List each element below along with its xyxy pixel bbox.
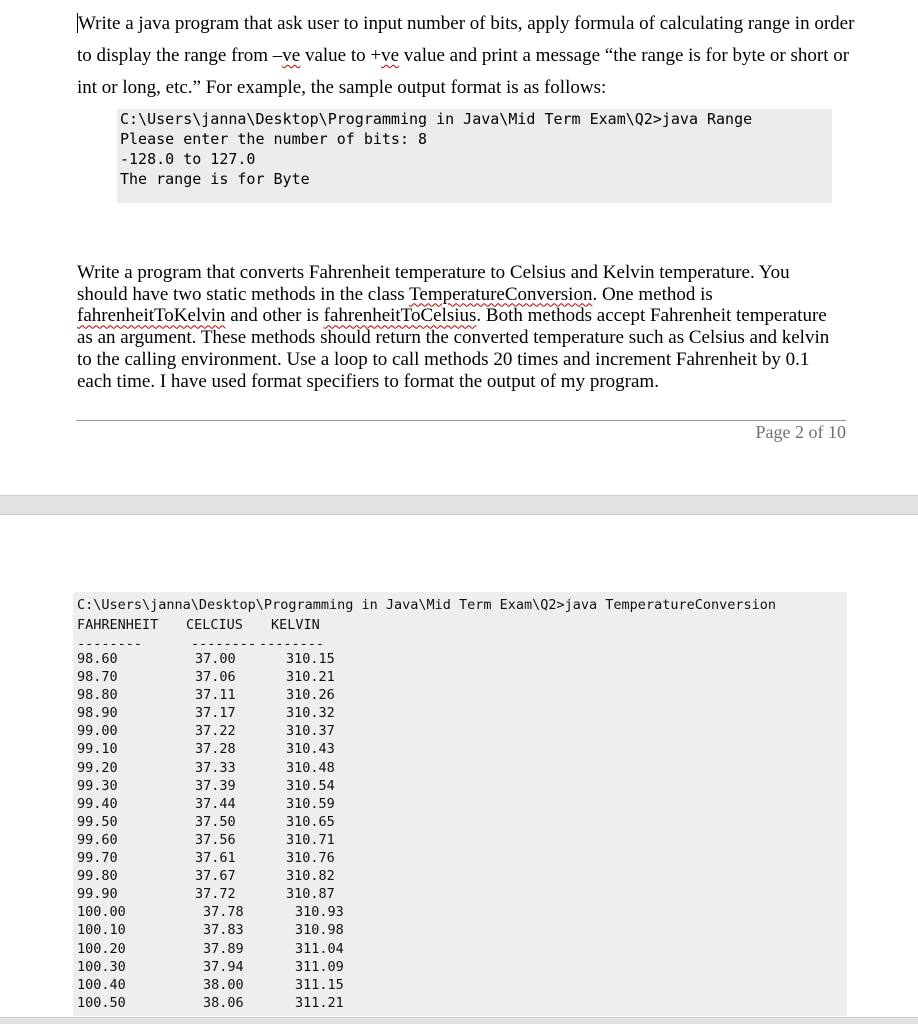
table-row (73, 941, 847, 959)
celsius-value: 37.67 (195, 868, 236, 885)
celsius-value: 37.22 (195, 723, 236, 740)
fahrenheit-value: 99.90 (77, 886, 118, 903)
fahrenheit-value: 99.80 (77, 868, 118, 885)
kelvin-value: 310.82 (286, 868, 335, 885)
kelvin-value: 310.54 (286, 777, 335, 794)
paragraph-text: Write a java program that ask user to input number of bits, apply formula of calculating range in order to display the range from – (77, 13, 855, 66)
paragraph-text: value to + (300, 45, 382, 66)
kelvin-value: 310.65 (286, 813, 335, 830)
table-row (73, 868, 847, 886)
celsius-value: 37.06 (195, 669, 236, 686)
table-row (73, 687, 847, 705)
column-underline: -------- (191, 636, 257, 652)
table-row (73, 705, 847, 723)
table-row (73, 886, 847, 904)
console-command-line: C:\Users\janna\Desktop\Programming in Java\Mid Term Exam\Q2>java TemperatureConversion (77, 597, 776, 613)
fahrenheit-value: 99.00 (77, 723, 118, 740)
fahrenheit-value: 98.60 (77, 651, 118, 667)
celsius-value: 38.00 (203, 976, 244, 993)
table-row (73, 995, 847, 1013)
fahrenheit-value: 99.60 (77, 831, 118, 848)
celsius-value: 38.06 (203, 994, 244, 1011)
paragraph-text: value and print a message “the range is for byte or short or int or long, etc.” For example, the sample output format is as follows: (77, 45, 850, 98)
fahrenheit-value: 98.90 (77, 705, 118, 722)
table-row (73, 814, 847, 832)
document-page-1 (0, 0, 918, 495)
sample-output-block (117, 109, 832, 203)
table-row (73, 778, 847, 796)
kelvin-value: 310.15 (286, 651, 335, 667)
fahrenheit-value: 100.10 (77, 922, 126, 939)
kelvin-value: 310.76 (286, 850, 335, 867)
kelvin-value: 311.04 (295, 940, 344, 957)
column-header-celcius: CELCIUS (186, 617, 243, 633)
celsius-value: 37.89 (203, 940, 244, 957)
spellcheck-word[interactable]: fahrenheitToCelsius (323, 305, 477, 327)
spellcheck-word[interactable]: TemperatureConversion (409, 283, 593, 305)
kelvin-value: 310.71 (286, 831, 335, 848)
kelvin-value: 310.93 (295, 904, 344, 921)
fahrenheit-value: 99.40 (77, 795, 118, 812)
celsius-value: 37.28 (195, 741, 236, 758)
fahrenheit-value: 100.20 (77, 940, 126, 957)
table-row (73, 669, 847, 687)
kelvin-value: 310.48 (286, 759, 335, 776)
spellcheck-word[interactable]: ve (381, 45, 400, 66)
celsius-value: 37.39 (195, 777, 236, 794)
celsius-value: 37.78 (203, 904, 244, 921)
paragraph-text: Write a program that converts Fahrenheit temperature to Celsius and Kelvin temperature. You should have two static methods in the class (77, 262, 790, 305)
celsius-value: 37.44 (195, 795, 236, 812)
table-row (73, 651, 847, 669)
kelvin-value: 310.59 (286, 795, 335, 812)
kelvin-value: 310.32 (286, 705, 335, 722)
sample-output-line: Please enter the number of bits: 8 (120, 130, 428, 148)
fahrenheit-value: 99.30 (77, 777, 118, 794)
column-underline: -------- (77, 636, 143, 652)
fahrenheit-value: 98.70 (77, 669, 118, 686)
fahrenheit-value: 100.40 (77, 976, 126, 993)
sample-output-line: -128.0 to 127.0 (120, 150, 256, 168)
fahrenheit-value: 100.00 (77, 904, 126, 921)
fahrenheit-value: 100.30 (77, 958, 126, 975)
column-header-fahrenheit: FAHRENHEIT (77, 617, 159, 633)
paragraph-text: . Both methods accept Fahrenheit temperature as an argument. These methods should return the converted temperature such as Celsius and kelvin to the calling environment. Use a loop to call methods 20 times and increment Fahrenheit by 0.1 each time. I have used format specifiers to format the output of my program. (77, 305, 830, 392)
celsius-value: 37.11 (195, 687, 236, 704)
spellcheck-word[interactable]: ve (282, 45, 301, 66)
page-break-gap (0, 1017, 918, 1024)
spellcheck-word[interactable]: fahrenheitToKelvin (77, 305, 226, 327)
table-row (73, 959, 847, 977)
kelvin-value: 310.87 (286, 886, 335, 903)
celsius-value: 37.33 (195, 759, 236, 776)
question-paragraph-temperature[interactable] (77, 262, 842, 392)
fahrenheit-value: 98.80 (77, 687, 118, 704)
fahrenheit-value: 99.20 (77, 759, 118, 776)
celsius-value: 37.50 (195, 813, 236, 830)
page-break-gap (0, 495, 918, 515)
column-header-kelvin: KELVIN (271, 617, 320, 633)
paragraph-text: and other is (225, 305, 324, 327)
table-row (73, 760, 847, 778)
kelvin-value: 311.15 (295, 976, 344, 993)
kelvin-value: 310.26 (286, 687, 335, 704)
table-row (73, 796, 847, 814)
celsius-value: 37.17 (195, 705, 236, 722)
fahrenheit-value: 99.50 (77, 813, 118, 830)
kelvin-value: 310.98 (295, 922, 344, 939)
sample-output-line: The range is for Byte (120, 170, 310, 188)
celsius-value: 37.72 (195, 886, 236, 903)
question-paragraph-range[interactable] (77, 8, 857, 104)
kelvin-value: 310.21 (286, 669, 335, 686)
table-row (73, 741, 847, 759)
console-output-screenshot (73, 592, 847, 1016)
fahrenheit-value: 99.70 (77, 850, 118, 867)
footer-divider (76, 420, 846, 421)
console-rows (73, 651, 847, 1013)
sample-output-line: C:\Users\janna\Desktop\Programming in Java\Mid Term Exam\Q2>java Range (120, 110, 753, 128)
celsius-value: 37.94 (203, 958, 244, 975)
celsius-value: 37.56 (195, 831, 236, 848)
kelvin-value: 310.43 (286, 741, 335, 758)
paragraph-text: . One method is (592, 283, 713, 305)
table-row (73, 832, 847, 850)
table-row (73, 723, 847, 741)
fahrenheit-value: 99.10 (77, 741, 118, 758)
celsius-value: 37.00 (195, 651, 236, 667)
column-underline: -------- (259, 636, 325, 652)
page-number: Page 2 of 10 (755, 422, 846, 442)
table-row (73, 922, 847, 940)
kelvin-value: 311.21 (295, 994, 344, 1011)
table-row (73, 904, 847, 922)
kelvin-value: 310.37 (286, 723, 335, 740)
celsius-value: 37.61 (195, 850, 236, 867)
table-row (73, 850, 847, 868)
kelvin-value: 311.09 (295, 958, 344, 975)
fahrenheit-value: 100.50 (77, 994, 126, 1011)
celsius-value: 37.83 (203, 922, 244, 939)
table-row (73, 977, 847, 995)
